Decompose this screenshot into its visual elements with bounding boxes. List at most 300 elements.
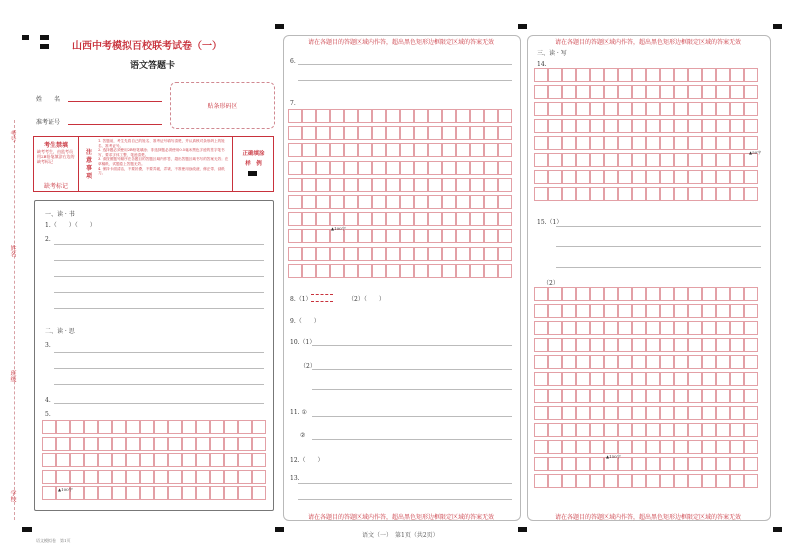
grid-cell[interactable] [484, 109, 498, 123]
grid-cell[interactable] [372, 126, 386, 140]
grid-cell[interactable] [576, 423, 590, 437]
answer-line[interactable] [556, 226, 761, 227]
grid-cell[interactable] [576, 321, 590, 335]
grid-cell[interactable] [330, 109, 344, 123]
grid-cell[interactable] [386, 161, 400, 175]
grid-cell[interactable] [302, 178, 316, 192]
grid-cell[interactable] [358, 143, 372, 157]
grid-cell[interactable] [604, 355, 618, 369]
grid-cell[interactable] [618, 372, 632, 386]
grid-cell[interactable] [534, 102, 548, 116]
grid-cell[interactable] [210, 453, 224, 467]
grid-cell[interactable] [674, 389, 688, 403]
grid-cell[interactable] [316, 143, 330, 157]
grid-cell[interactable] [660, 85, 674, 99]
grid-cell[interactable] [604, 304, 618, 318]
grid-cell[interactable] [688, 153, 702, 167]
grid-cell[interactable] [344, 161, 358, 175]
grid-cell[interactable] [498, 229, 512, 243]
grid-cell[interactable] [344, 109, 358, 123]
grid-cell[interactable] [456, 195, 470, 209]
answer-line[interactable] [298, 483, 512, 484]
answer-line[interactable] [54, 384, 264, 385]
grid-cell[interactable] [400, 161, 414, 175]
answer-line[interactable] [312, 369, 512, 370]
grid-cell[interactable] [484, 212, 498, 226]
grid-cell[interactable] [154, 486, 168, 500]
grid-cell[interactable] [470, 247, 484, 261]
grid-cell[interactable] [604, 119, 618, 133]
grid-cell[interactable] [70, 453, 84, 467]
grid-cell[interactable] [534, 304, 548, 318]
grid-cell[interactable] [442, 126, 456, 140]
grid-cell[interactable] [498, 195, 512, 209]
grid-cell[interactable] [548, 457, 562, 471]
grid-cell[interactable] [730, 389, 744, 403]
grid-cell[interactable] [498, 212, 512, 226]
grid-cell[interactable] [702, 474, 716, 488]
grid-cell[interactable] [534, 136, 548, 150]
grid-cell[interactable] [238, 486, 252, 500]
grid-cell[interactable] [112, 470, 126, 484]
grid-cell[interactable] [470, 195, 484, 209]
grid-cell[interactable] [288, 212, 302, 226]
grid-cell[interactable] [56, 453, 70, 467]
answer-line[interactable] [54, 292, 264, 293]
grid-cell[interactable] [442, 229, 456, 243]
grid-cell[interactable] [386, 109, 400, 123]
grid-cell[interactable] [590, 321, 604, 335]
grid-cell[interactable] [590, 119, 604, 133]
answer-line[interactable] [54, 403, 264, 404]
grid-cell[interactable] [716, 440, 730, 454]
grid-cell[interactable] [744, 68, 758, 82]
grid-cell[interactable] [688, 372, 702, 386]
grid-cell[interactable] [674, 440, 688, 454]
grid-cell[interactable] [702, 338, 716, 352]
grid-cell[interactable] [744, 440, 758, 454]
grid-cell[interactable] [646, 136, 660, 150]
grid-cell[interactable] [344, 212, 358, 226]
grid-cell[interactable] [330, 212, 344, 226]
grid-cell[interactable] [674, 68, 688, 82]
grid-cell[interactable] [358, 247, 372, 261]
grid-cell[interactable] [534, 85, 548, 99]
grid-cell[interactable] [344, 264, 358, 278]
answer-line[interactable] [298, 80, 512, 81]
grid-cell[interactable] [562, 321, 576, 335]
grid-cell[interactable] [386, 178, 400, 192]
grid-cell[interactable] [498, 247, 512, 261]
grid-cell[interactable] [590, 389, 604, 403]
grid-cell[interactable] [562, 372, 576, 386]
grid-cell[interactable] [534, 321, 548, 335]
grid-cell[interactable] [744, 85, 758, 99]
grid-cell[interactable] [618, 321, 632, 335]
grid-cell[interactable] [456, 229, 470, 243]
grid-cell[interactable] [386, 212, 400, 226]
grid-cell[interactable] [534, 372, 548, 386]
grid-cell[interactable] [562, 338, 576, 352]
grid-cell[interactable] [744, 304, 758, 318]
grid-cell[interactable] [688, 119, 702, 133]
grid-cell[interactable] [730, 85, 744, 99]
grid-cell[interactable] [126, 470, 140, 484]
answer-line[interactable] [312, 416, 512, 417]
grid-cell[interactable] [330, 178, 344, 192]
grid-cell[interactable] [730, 321, 744, 335]
grid-cell[interactable] [344, 229, 358, 243]
grid-cell[interactable] [358, 212, 372, 226]
grid-cell[interactable] [618, 85, 632, 99]
grid-cell[interactable] [534, 153, 548, 167]
grid-cell[interactable] [498, 126, 512, 140]
grid-cell[interactable] [372, 195, 386, 209]
grid-cell[interactable] [702, 170, 716, 184]
grid-cell[interactable] [660, 153, 674, 167]
grid-cell[interactable] [470, 212, 484, 226]
grid-cell[interactable] [618, 187, 632, 201]
grid-cell[interactable] [428, 161, 442, 175]
grid-cell[interactable] [548, 187, 562, 201]
grid-cell[interactable] [618, 136, 632, 150]
grid-cell[interactable] [400, 178, 414, 192]
grid-cell[interactable] [576, 389, 590, 403]
grid-cell[interactable] [604, 440, 618, 454]
grid-cell[interactable] [730, 474, 744, 488]
grid-cell[interactable] [702, 102, 716, 116]
grid-cell[interactable] [646, 187, 660, 201]
grid-cell[interactable] [548, 474, 562, 488]
grid-cell[interactable] [498, 264, 512, 278]
grid-cell[interactable] [224, 453, 238, 467]
grid-cell[interactable] [646, 321, 660, 335]
grid-cell[interactable] [632, 170, 646, 184]
grid-cell[interactable] [730, 102, 744, 116]
grid-cell[interactable] [210, 470, 224, 484]
grid-cell[interactable] [330, 247, 344, 261]
grid-cell[interactable] [428, 126, 442, 140]
grid-cell[interactable] [646, 85, 660, 99]
grid-cell[interactable] [98, 420, 112, 434]
grid-cell[interactable] [470, 143, 484, 157]
grid-cell[interactable] [562, 423, 576, 437]
grid-cell[interactable] [744, 170, 758, 184]
grid-cell[interactable] [316, 195, 330, 209]
grid-cell[interactable] [372, 161, 386, 175]
grid-cell[interactable] [562, 187, 576, 201]
grid-cell[interactable] [618, 355, 632, 369]
grid-cell[interactable] [442, 178, 456, 192]
grid-cell[interactable] [456, 247, 470, 261]
grid-cell[interactable] [660, 170, 674, 184]
grid-cell[interactable] [548, 355, 562, 369]
grid-cell[interactable] [716, 321, 730, 335]
grid-cell[interactable] [674, 474, 688, 488]
grid-cell[interactable] [534, 119, 548, 133]
grid-cell[interactable] [590, 68, 604, 82]
exam-no-field[interactable] [68, 124, 162, 125]
answer-line[interactable] [312, 345, 512, 346]
grid-cell[interactable] [372, 229, 386, 243]
grid-cell[interactable] [442, 143, 456, 157]
grid-cell[interactable] [548, 153, 562, 167]
answer-line[interactable] [54, 308, 264, 309]
grid-cell[interactable] [316, 126, 330, 140]
grid-cell[interactable] [442, 247, 456, 261]
grid-cell[interactable] [224, 437, 238, 451]
name-field[interactable] [68, 101, 162, 102]
grid-cell[interactable] [70, 470, 84, 484]
grid-cell[interactable] [42, 437, 56, 451]
grid-cell[interactable] [590, 372, 604, 386]
q9-label[interactable]: 9.（ ） [290, 318, 320, 325]
grid-cell[interactable] [688, 102, 702, 116]
grid-cell[interactable] [590, 304, 604, 318]
grid-cell[interactable] [660, 389, 674, 403]
grid-cell[interactable] [456, 143, 470, 157]
grid-cell[interactable] [98, 470, 112, 484]
grid-cell[interactable] [372, 264, 386, 278]
grid-cell[interactable] [604, 406, 618, 420]
grid-cell[interactable] [562, 355, 576, 369]
grid-cell[interactable] [288, 126, 302, 140]
grid-cell[interactable] [252, 453, 266, 467]
grid-cell[interactable] [182, 420, 196, 434]
answer-line[interactable] [54, 352, 264, 353]
grid-cell[interactable] [302, 212, 316, 226]
grid-cell[interactable] [632, 355, 646, 369]
grid-cell[interactable] [674, 304, 688, 318]
grid-cell[interactable] [744, 338, 758, 352]
grid-cell[interactable] [548, 102, 562, 116]
grid-cell[interactable] [674, 170, 688, 184]
grid-cell[interactable] [646, 170, 660, 184]
grid-cell[interactable] [744, 372, 758, 386]
grid-cell[interactable] [576, 187, 590, 201]
grid-cell[interactable] [168, 437, 182, 451]
grid-cell[interactable] [562, 287, 576, 301]
answer-line[interactable] [556, 267, 761, 268]
grid-cell[interactable] [576, 372, 590, 386]
grid-cell[interactable] [400, 264, 414, 278]
grid-cell[interactable] [674, 457, 688, 471]
grid-cell[interactable] [456, 212, 470, 226]
grid-cell[interactable] [302, 161, 316, 175]
grid-cell[interactable] [590, 136, 604, 150]
grid-cell[interactable] [730, 153, 744, 167]
grid-cell[interactable] [744, 423, 758, 437]
grid-cell[interactable] [238, 470, 252, 484]
grid-cell[interactable] [456, 109, 470, 123]
grid-cell[interactable] [646, 457, 660, 471]
grid-cell[interactable] [646, 372, 660, 386]
grid-cell[interactable] [442, 195, 456, 209]
grid-cell[interactable] [168, 470, 182, 484]
grid-cell[interactable] [442, 161, 456, 175]
grid-cell[interactable] [604, 102, 618, 116]
grid-cell[interactable] [688, 457, 702, 471]
grid-cell[interactable] [702, 423, 716, 437]
grid-cell[interactable] [288, 161, 302, 175]
grid-cell[interactable] [716, 372, 730, 386]
grid-cell[interactable] [688, 187, 702, 201]
grid-cell[interactable] [590, 406, 604, 420]
grid-cell[interactable] [224, 470, 238, 484]
grid-cell[interactable] [702, 355, 716, 369]
grid-cell[interactable] [484, 264, 498, 278]
grid-cell[interactable] [98, 486, 112, 500]
grid-cell[interactable] [470, 109, 484, 123]
grid-cell[interactable] [196, 437, 210, 451]
grid-cell[interactable] [604, 187, 618, 201]
grid-cell[interactable] [716, 170, 730, 184]
grid-cell[interactable] [730, 457, 744, 471]
grid-cell[interactable] [730, 187, 744, 201]
grid-cell[interactable] [660, 338, 674, 352]
grid-cell[interactable] [688, 287, 702, 301]
grid-cell[interactable] [386, 195, 400, 209]
grid-cell[interactable] [590, 355, 604, 369]
grid-cell[interactable] [744, 457, 758, 471]
grid-cell[interactable] [660, 457, 674, 471]
grid-cell[interactable] [618, 304, 632, 318]
grid-cell[interactable] [414, 143, 428, 157]
grid-cell[interactable] [330, 264, 344, 278]
grid-cell[interactable] [534, 338, 548, 352]
grid-cell[interactable] [358, 109, 372, 123]
grid-cell[interactable] [590, 85, 604, 99]
grid-cell[interactable] [56, 437, 70, 451]
grid-cell[interactable] [84, 470, 98, 484]
grid-cell[interactable] [646, 355, 660, 369]
grid-cell[interactable] [288, 109, 302, 123]
grid-cell[interactable] [604, 153, 618, 167]
grid-cell[interactable] [716, 153, 730, 167]
grid-cell[interactable] [646, 287, 660, 301]
grid-cell[interactable] [302, 109, 316, 123]
grid-cell[interactable] [252, 486, 266, 500]
grid-cell[interactable] [660, 355, 674, 369]
grid-cell[interactable] [674, 287, 688, 301]
grid-cell[interactable] [428, 143, 442, 157]
grid-cell[interactable] [400, 143, 414, 157]
grid-cell[interactable] [716, 187, 730, 201]
grid-cell[interactable] [674, 136, 688, 150]
grid-cell[interactable] [400, 229, 414, 243]
grid-cell[interactable] [702, 119, 716, 133]
grid-cell[interactable] [576, 338, 590, 352]
grid-cell[interactable] [646, 423, 660, 437]
grid-cell[interactable] [534, 389, 548, 403]
grid-cell[interactable] [316, 212, 330, 226]
grid-cell[interactable] [590, 423, 604, 437]
grid-cell[interactable] [576, 474, 590, 488]
grid-cell[interactable] [302, 229, 316, 243]
grid-cell[interactable] [414, 247, 428, 261]
grid-cell[interactable] [534, 423, 548, 437]
grid-cell[interactable] [632, 102, 646, 116]
grid-cell[interactable] [702, 321, 716, 335]
grid-cell[interactable] [716, 68, 730, 82]
grid-cell[interactable] [632, 440, 646, 454]
grid-cell[interactable] [534, 440, 548, 454]
grid-cell[interactable] [210, 420, 224, 434]
grid-cell[interactable] [562, 457, 576, 471]
grid-cell[interactable] [716, 406, 730, 420]
grid-cell[interactable] [702, 187, 716, 201]
grid-cell[interactable] [562, 119, 576, 133]
grid-cell[interactable] [716, 423, 730, 437]
grid-cell[interactable] [688, 423, 702, 437]
grid-cell[interactable] [716, 338, 730, 352]
grid-cell[interactable] [42, 470, 56, 484]
grid-cell[interactable] [330, 143, 344, 157]
grid-cell[interactable] [548, 170, 562, 184]
grid-cell[interactable] [182, 437, 196, 451]
grid-cell[interactable] [744, 321, 758, 335]
grid-cell[interactable] [112, 437, 126, 451]
grid-cell[interactable] [716, 474, 730, 488]
grid-cell[interactable] [548, 440, 562, 454]
grid-cell[interactable] [576, 102, 590, 116]
grid-cell[interactable] [316, 161, 330, 175]
grid-cell[interactable] [576, 136, 590, 150]
grid-cell[interactable] [632, 321, 646, 335]
grid-cell[interactable] [604, 372, 618, 386]
answer-line[interactable] [312, 439, 512, 440]
grid-cell[interactable] [660, 187, 674, 201]
grid-cell[interactable] [316, 264, 330, 278]
grid-cell[interactable] [730, 423, 744, 437]
grid-cell[interactable] [646, 119, 660, 133]
grid-cell[interactable] [534, 474, 548, 488]
grid-cell[interactable] [386, 264, 400, 278]
grid-cell[interactable] [548, 321, 562, 335]
grid-cell[interactable] [702, 372, 716, 386]
grid-cell[interactable] [400, 212, 414, 226]
grid-cell[interactable] [288, 264, 302, 278]
grid-cell[interactable] [112, 486, 126, 500]
grid-cell[interactable] [562, 170, 576, 184]
grid-cell[interactable] [182, 453, 196, 467]
grid-cell[interactable] [576, 355, 590, 369]
grid-cell[interactable] [604, 68, 618, 82]
grid-cell[interactable] [428, 229, 442, 243]
grid-cell[interactable] [548, 287, 562, 301]
grid-cell[interactable] [744, 187, 758, 201]
grid-cell[interactable] [470, 264, 484, 278]
grid-cell[interactable] [604, 287, 618, 301]
grid-cell[interactable] [288, 247, 302, 261]
grid-cell[interactable] [730, 304, 744, 318]
grid-cell[interactable] [330, 195, 344, 209]
grid-cell[interactable] [288, 178, 302, 192]
grid-cell[interactable] [484, 178, 498, 192]
grid-cell[interactable] [730, 136, 744, 150]
grid-cell[interactable] [456, 264, 470, 278]
grid-cell[interactable] [498, 161, 512, 175]
grid-cell[interactable] [730, 68, 744, 82]
grid-cell[interactable] [252, 420, 266, 434]
grid-cell[interactable] [702, 153, 716, 167]
grid-cell[interactable] [70, 437, 84, 451]
grid-cell[interactable] [428, 109, 442, 123]
grid-cell[interactable] [182, 470, 196, 484]
grid-cell[interactable] [470, 126, 484, 140]
grid-cell[interactable] [548, 338, 562, 352]
grid-cell[interactable] [470, 229, 484, 243]
